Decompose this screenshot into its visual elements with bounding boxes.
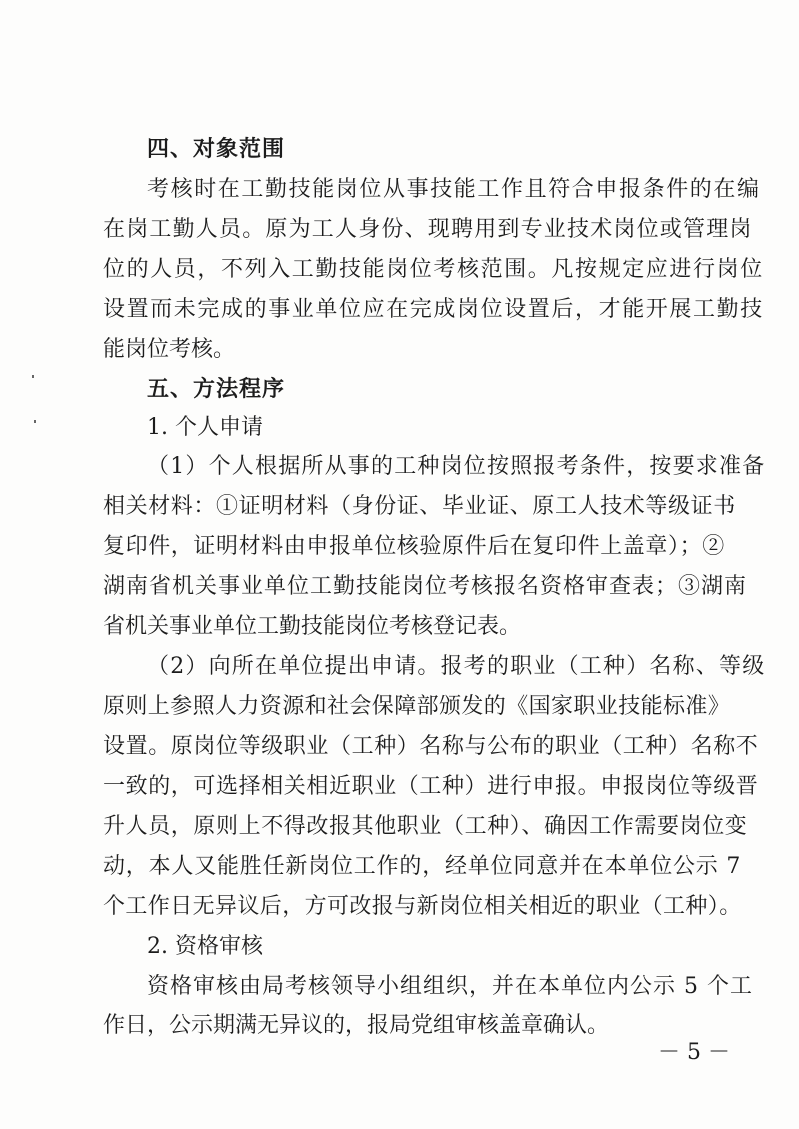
paragraph-line: 原则上参照人力资源和社会保障部颁发的《国家职业技能标准》 <box>103 694 731 719</box>
paragraph-line: 一致的，可选择相关相近职业（工种）进行申报。申报岗位等级晋 <box>103 774 759 799</box>
subheading-qualification-review: 2. 资格审核 <box>147 934 263 959</box>
paragraph-line: 湖南省机关事业单位工勤技能岗位考核报名资格审查表；③湖南 <box>103 574 748 599</box>
paragraph-line: 设置而未完成的事业单位应在完成岗位设置后，才能开展工勤技 <box>103 297 764 322</box>
paragraph-line: 相关材料：①证明材料（身份证、毕业证、原工人技术等级证书 <box>103 494 736 519</box>
paragraph-line: （2）向所在单位提出申请。报考的职业（工种）名称、等级 <box>147 654 766 679</box>
paragraph-line: 省机关事业单位工勤技能岗位考核登记表。 <box>103 614 522 639</box>
paragraph-line: 在岗工勤人员。原为工人身份、现聘用到专业技术岗位或管理岗 <box>103 217 753 242</box>
paragraph-line: 个工作日无异议后，方可改报与新岗位相关相近的职业（工种）。 <box>103 894 742 919</box>
scan-speck <box>32 375 34 378</box>
scan-speck <box>34 420 36 423</box>
paragraph-line: 作日，公示期满无异议的，报局党组审核盖章确认。 <box>103 1013 610 1038</box>
paragraph-line: 升人员，原则上不得改报其他职业（工种）、确因工作需要岗位变 <box>103 814 748 839</box>
paragraph-line: 资格审核由局考核领导小组组织，并在本单位内公示 5 个工 <box>147 974 753 999</box>
paragraph-line: 复印件，证明材料由申报单位核验原件后在复印件上盖章）；② <box>103 534 725 559</box>
paragraph-line: （1）个人根据所从事的工种岗位按照报考条件，按要求准备 <box>147 454 766 479</box>
paragraph-line: 能岗位考核。 <box>103 337 236 362</box>
section-heading-scope: 四、对象范围 <box>147 137 286 162</box>
section-heading-procedure: 五、方法程序 <box>147 377 286 402</box>
paragraph-line: 考核时在工勤技能岗位从事技能工作且符合申报条件的在编 <box>147 177 761 202</box>
paragraph-line: 位的人员，不列入工勤技能岗位考核范围。凡按规定应进行岗位 <box>103 257 764 282</box>
paragraph-line: 动，本人又能胜任新岗位工作的，经单位同意并在本单位公示 7 <box>103 854 742 879</box>
paragraph-line: 设置。原岗位等级职业（工种）名称与公布的职业（工种）名称不 <box>103 734 759 759</box>
page-number: － 5 － <box>658 1040 730 1065</box>
subheading-personal-application: 1. 个人申请 <box>147 415 263 440</box>
